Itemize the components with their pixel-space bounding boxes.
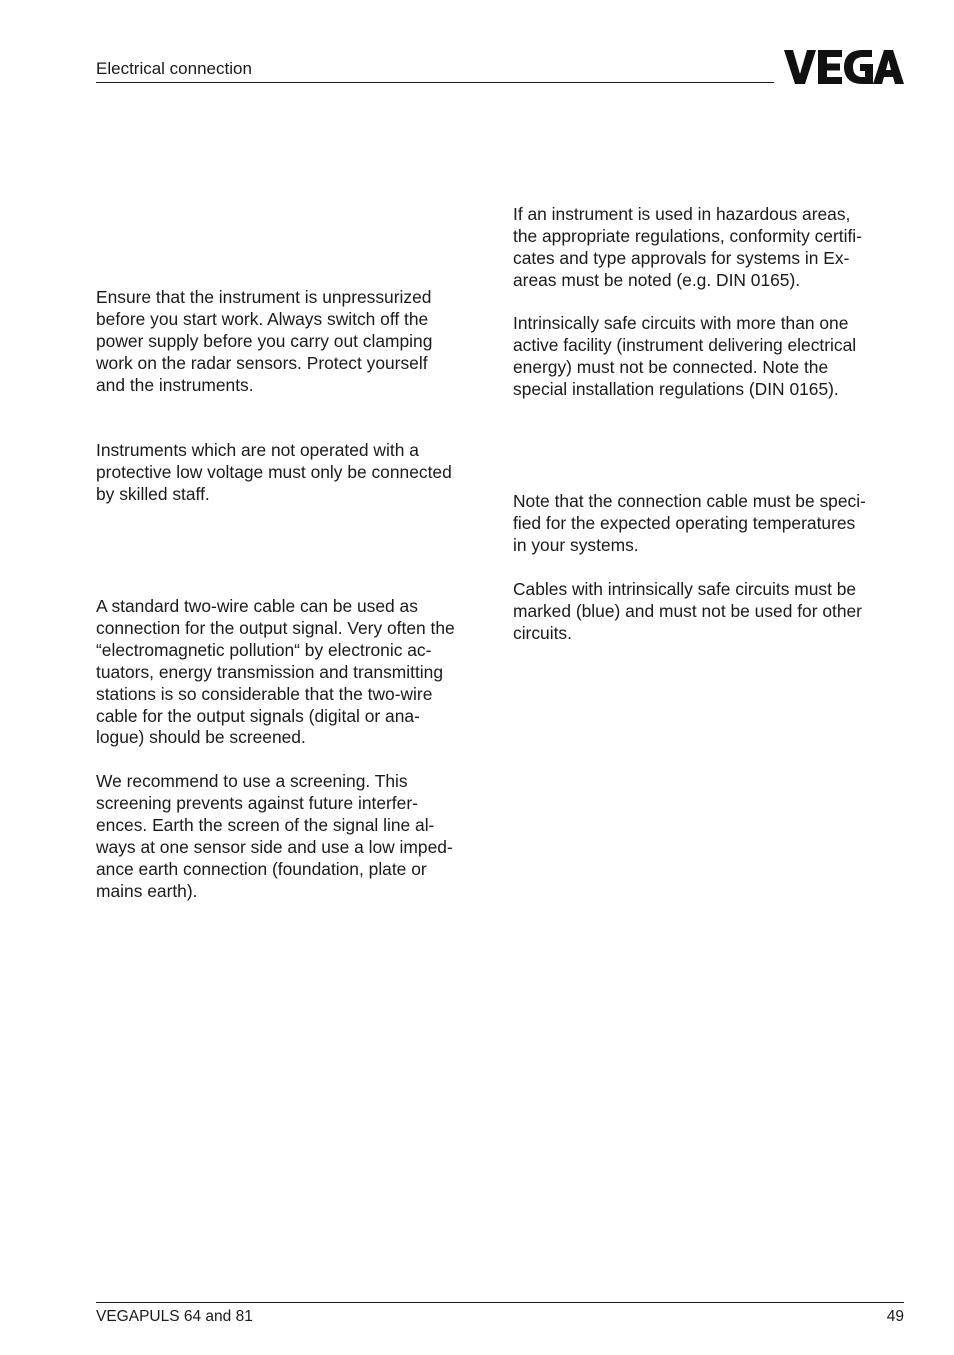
paragraph-text: We recommend to use a screening. This screening prevents against future interfer- ences. Earth the screen of the signal line al- ways at one sensor side and use a low imped- ance earth connection (foundation, plate or mains earth). bbox=[96, 771, 453, 901]
paragraph-text: A standard two-wire cable can be used as connection for the output signal. Very often the “electromagnetic pollution“ by electronic ac- tuators, energy transmission and transmitting stations is so considerable that the two-wire cable for the output signals (digital or ana- logue) should be screened. bbox=[96, 596, 455, 748]
right-para-cable-temperature bbox=[513, 491, 905, 557]
paragraph-text: Intrinsically safe circuits with more than one active facility (instrument delivering electrical energy) must not be connected. Note the special installation regulations (DIN 0165). bbox=[513, 313, 857, 399]
page-number: 49 bbox=[886, 1308, 904, 1325]
right-para-blue-cables bbox=[513, 579, 905, 645]
page-header-title: Electrical connection bbox=[96, 59, 252, 78]
footer-divider bbox=[96, 1302, 904, 1303]
paragraph-text: Ensure that the instrument is unpressurized before you start work. Always switch off the power supply before you carry out clamping work on the radar sensors. Protect yourself and the instruments. bbox=[96, 287, 433, 395]
right-para-hazardous-areas bbox=[513, 204, 905, 292]
left-para-two-wire-cable bbox=[96, 596, 488, 749]
paragraph-text: Instruments which are not operated with a protective low voltage must only be connected by skilled staff. bbox=[96, 440, 452, 504]
left-para-skilled-staff bbox=[96, 440, 488, 506]
left-para-unpressurized bbox=[96, 287, 488, 397]
right-para-intrinsically-safe bbox=[513, 313, 905, 401]
footer-product-name: VEGAPULS 64 and 81 bbox=[96, 1308, 253, 1325]
vega-logo bbox=[784, 50, 904, 84]
header-divider bbox=[96, 82, 774, 83]
left-para-screening bbox=[96, 771, 488, 902]
paragraph-text: Note that the connection cable must be speci- fied for the expected operating temperatures in your systems. bbox=[513, 491, 866, 555]
paragraph-text: If an instrument is used in hazardous areas, the appropriate regulations, conformity certifi- cates and type approvals for systems in Ex- areas must be noted (e.g. DIN 0165). bbox=[513, 204, 862, 290]
paragraph-text: Cables with intrinsically safe circuits must be marked (blue) and must not be used for other circuits. bbox=[513, 579, 862, 643]
